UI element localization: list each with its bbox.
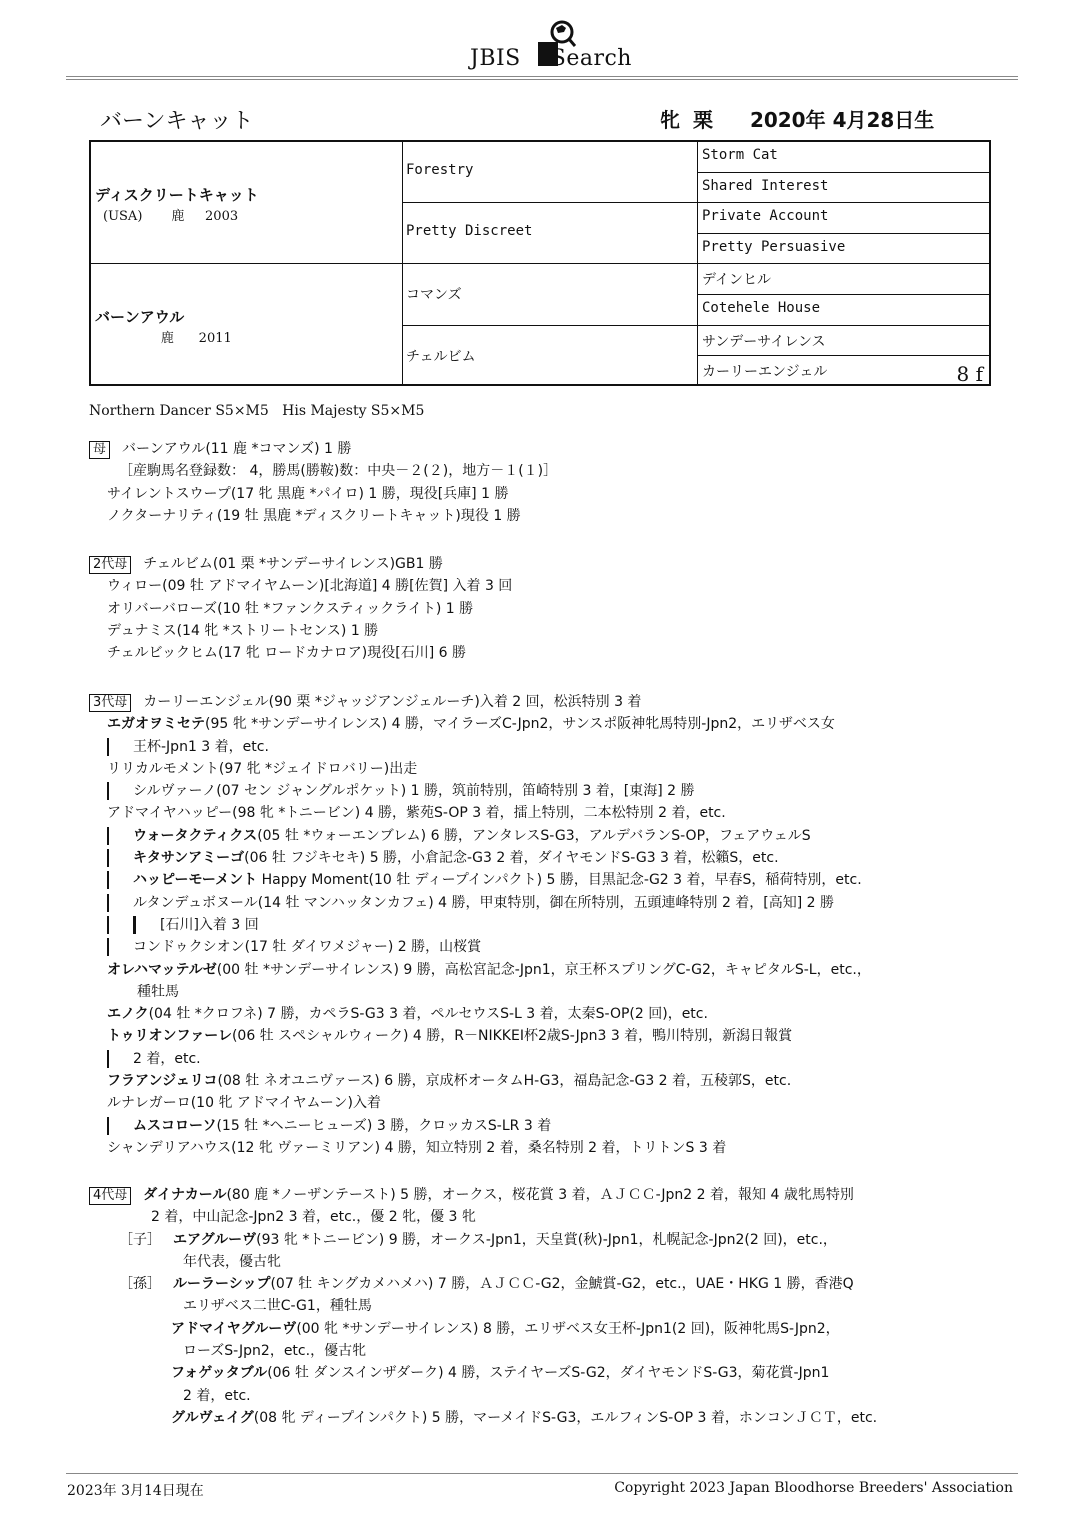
progeny-line: アドマイヤグルーヴ(00 牝 *サンデーサイレンス) 8 勝，エリザベス女王杯-Jpn1(2 回)，阪神牝馬S-Jpn2， (171, 1320, 840, 1337)
section-tag-3rd-dam: 3代母 (89, 694, 131, 712)
notable-horse: ハッピーモーメント (133, 872, 258, 889)
progeny-line: デュナミス(14 牝 *ストリートセンス) 1 勝 (107, 622, 379, 639)
section-2nd-dam (89, 553, 512, 664)
lineage-bar (107, 938, 109, 956)
lineage-bar (107, 782, 109, 800)
progeny-line-cont: 王杯-Jpn1 3 着，etc. (89, 736, 871, 758)
footer-rule (66, 1473, 1018, 1474)
section-4th-dam: 4代母 ダイナカール(80 鹿 *ノーザンテースト) 5 勝，オークス，桜花賞 3 着，ＡＪＣＣ-Jpn2 2 着，報知 4 歳牝馬特別 2 着，中山記念-Jpn2 3 着，etc.，優 2 牝，優 3 牝 ［子］ エアグルーヴ(93 牝 *トニービン) 9 勝，オークス-Jpn1，天皇賞(秋)-Jpn1，札幌記念-Jpn2(2 回)，etc.， 年代表，優古牝 ［孫］ ルーラーシップ(07 牡 キングカメハメハ) 7 勝，ＡＪＣＣ-G2，金鯱賞-G2，etc.，UAE・HKG 1 勝，香港Q エリザベス二世C-G1，種牡馬 アドマイヤグルーヴ(00 牝 *サンデーサイレンス) 8 勝，エリザベス女王杯-Jpn1(2 回)，阪神牝馬S-Jpn2， ローズS-Jpn2，etc.，優古牝 フォゲッタブル(06 牡 ダンスインザダーク) 4 勝，ステイヤーズS-G2，ダイヤモンドS-G3，菊花賞-Jpn1 2 着，etc. グルヴェイグ(08 牝 ディープインパクト) 5 勝，マーメイドS-G3，エルフィンS-OP 3 着，ホンコンＪＣＴ，etc. (89, 1184, 877, 1429)
progeny-line: シルヴァーノ(07 セン ジャングルポケット) 1 勝，筑前特別，笛崎特別 3 着，[東海] 2 勝 (89, 780, 871, 802)
horse-birth: 2020年 4月28日生 (749, 108, 935, 132)
progeny-line: ハッピーモーメント Happy Moment(10 牡 ディープインパクト) 5 勝，目黒記念-G2 3 着，早春S，稲荷特別，etc. (89, 869, 871, 891)
progeny-line: トゥリオンファーレ(06 牡 スペシャルウィーク) 4 勝，R－NIKKEI杯2歳S-Jpn3 3 着，鴨川特別，新潟日報賞 (107, 1028, 793, 1045)
sire-color: 鹿 (171, 209, 185, 224)
lineage-bar (133, 916, 136, 934)
relation-label-child: ［子］ (119, 1231, 161, 1248)
section-tag-dam: 母 (89, 441, 110, 459)
notable-horse: ダイナカール (143, 1187, 227, 1203)
header-rule (66, 76, 1018, 77)
dam-summary: バーンアウル(11 鹿 *コマンズ) 1 勝 (122, 441, 352, 457)
logo-text-jbis: JBIS (470, 46, 521, 71)
progeny-line: フォゲッタブル(06 牡 ダンスインザダーク) 4 勝，ステイヤーズS-G2，ダイヤモンドS-G3，菊花賞-Jpn1 (171, 1365, 830, 1382)
section-3rd-dam (89, 691, 871, 1159)
dam-progeny-stats: ［産駒馬名登録数： 4，勝馬(勝鞍)数：中央－２(２)，地方－１(１)］ (119, 463, 558, 480)
pedigree-gen3-1: Storm Cat (702, 147, 778, 163)
pedigree-gen3-4: Pretty Persuasive (697, 233, 989, 263)
progeny-line: オリバーバローズ(10 牡 *ファンクスティックライト) 1 勝 (107, 600, 474, 617)
progeny-line: チェルビックヒム(17 牝 ロードカナロア)現役[石川] 6 勝 (107, 645, 466, 662)
pedigree-gen3-6: Cotehele House (697, 294, 989, 325)
pedigree-gen3-5: デインヒル (697, 263, 989, 294)
progeny-line: ムスコローソ(15 牡 *ヘニーヒューズ) 3 勝，クロッカスS-LR 3 着 (89, 1115, 871, 1137)
lineage-bar (107, 1050, 109, 1068)
notable-horse: フラアンジェリコ (107, 1073, 218, 1090)
lineage-bar (107, 849, 109, 867)
lineage-bar (107, 1117, 109, 1135)
progeny-line: エノク(04 牡 *クロフネ) 7 勝，カペラS-G3 3 着，ペルセウスS-L 3 着，太秦S-OP(2 回)，etc. (107, 1006, 708, 1023)
notable-horse: フォゲッタブル (171, 1365, 268, 1382)
notable-horse: エアグルーヴ (173, 1231, 257, 1248)
horse-color: 栗 (692, 108, 713, 132)
notable-horse: エノク (107, 1006, 149, 1023)
progeny-line: シャンデリアハウス(12 牝 ヴァーミリアン) 4 勝，知立特別 2 着，桑名特別 2 着，トリトンS 3 着 (107, 1139, 727, 1156)
sire-origin: (USA) (103, 209, 143, 224)
section-tag-2nd-dam: 2代母 (89, 556, 131, 574)
footer-date: 2023年 3月14日現在 (67, 1483, 204, 1499)
notable-horse: ルーラーシップ (173, 1276, 271, 1293)
family-number: 8 f (956, 362, 983, 386)
progeny-line-cont: 2 着，etc. (183, 1387, 251, 1404)
pedigree-gen3-8 (697, 355, 989, 386)
notable-horse: エガオヲミセテ (107, 716, 205, 733)
progeny-line: ルタンデュボヌール(14 牡 マンハッタンカフェ) 4 勝，甲東特別，御在所特別，五頭連峰特別 2 着，[高知] 2 勝 (89, 892, 871, 914)
pedigree-col-parents (91, 142, 403, 384)
horse-info (660, 104, 940, 133)
progeny-line: ウィロー(09 牡 アドマイヤムーン)[北海道] 4 勝[佐賀] 入着 3 回 (107, 578, 513, 595)
pedigree-sire (91, 142, 402, 263)
dam-year: 2011 (198, 331, 232, 346)
pedigree-table (89, 140, 991, 386)
pedigree-dam (91, 263, 402, 386)
progeny-line-cont: 年代表，優古牝 (183, 1253, 281, 1270)
lineage-bar (107, 827, 109, 845)
notable-horse: ウォータクティクス (133, 827, 258, 844)
notable-horse: トゥリオンファーレ (107, 1028, 232, 1045)
progeny-line: サイレントスウープ(17 牝 黒鹿 *パイロ) 1 勝，現役[兵庫] 1 勝 (107, 485, 509, 502)
notable-horse: オレハマッテルゼ (107, 961, 217, 978)
progeny-line: ノクターナリティ(19 牡 黒鹿 *ディスクリートキャット)現役 1 勝 (107, 507, 521, 524)
sire-name: ディスクリートキャット (95, 186, 259, 204)
progeny-line: キタサンアミーゴ(06 牡 フジキセキ) 5 勝，小倉記念-G3 2 着，ダイヤモンドS-G3 3 着，松籟S，etc. (89, 847, 871, 869)
footer-copyright: Copyright 2023 Japan Bloodhorse Breeders' Association (614, 1480, 1013, 1496)
pedigree-gen2-2: Pretty Discreet (402, 202, 697, 263)
jbis-search-logo (470, 18, 640, 76)
horse-name: バーンキャット (100, 109, 254, 134)
progeny-line-cont: エリザベス二世C-G1，種牡馬 (183, 1298, 372, 1315)
pedigree-gen3-8-name: カーリーエンジェル (702, 364, 828, 380)
pedigree-gen3-2: Shared Interest (697, 172, 989, 202)
3rd-dam-summary: カーリーエンジェル(90 栗 *ジャッジアンジェルーチ)入着 2 回，松浜特別 3 着 (143, 694, 642, 710)
progeny-line: コンドゥクシオン(17 牡 ダイワメジャー) 2 勝，山桜賞 (89, 936, 871, 958)
dam-name: バーンアウル (95, 308, 185, 326)
progeny-line: ［子］ エアグルーヴ(93 牝 *トニービン) 9 勝，オークス-Jpn1，天皇賞(秋)-Jpn1，札幌記念-Jpn2(2 回)，etc.， (89, 1229, 877, 1251)
progeny-line: オレハマッテルゼ(00 牡 *サンデーサイレンス) 9 勝，高松宮記念-Jpn1，京王杯スプリングC-G2，キャピタルS-L，etc.， (107, 961, 871, 978)
2nd-dam-summary: チェルビム(01 栗 *サンデーサイレンス)GB1 勝 (143, 556, 443, 572)
inbreeding-note: Northern Dancer S5×M5 His Majesty S5×M5 (89, 403, 425, 419)
notable-horse: ムスコローソ (133, 1117, 217, 1134)
lineage-bar (107, 871, 109, 889)
pedigree-gen3-7: サンデーサイレンス (697, 325, 989, 355)
sire-year: 2003 (205, 209, 239, 224)
section-dam (89, 438, 557, 527)
progeny-line: リリカルモメント(97 牝 *ジェイドロバリー)出走 (107, 760, 418, 777)
progeny-line: ウォータクティクス(05 牡 *ウォーエンブレム) 6 勝，アンタレスS-G3，アルデバランS-OP，フェアウェルS (89, 825, 871, 847)
notable-horse: アドマイヤグルーヴ (171, 1320, 297, 1337)
lineage-bar (107, 916, 109, 934)
progeny-line-cont: 種牡馬 (137, 983, 179, 1000)
lineage-bar (107, 894, 109, 912)
progeny-line: グルヴェイグ(08 牝 ディープインパクト) 5 勝，マーメイドS-G3，エルフィンS-OP 3 着，ホンコンＪＣＴ，etc. (171, 1409, 878, 1426)
pedigree-col-grandparents (402, 142, 698, 384)
pedigree-col-great-grandparents (697, 142, 989, 384)
relation-label-grandchild: ［孫］ (119, 1276, 161, 1293)
progeny-line-cont: ローズS-Jpn2，etc.，優古牝 (183, 1343, 367, 1360)
pedigree-gen3-3: Private Account (697, 202, 989, 233)
pedigree-gen2-1: Forestry (406, 162, 474, 178)
section-tag-4th-dam: 4代母 (89, 1187, 131, 1205)
header-rule-2 (66, 79, 1018, 80)
notable-horse: キタサンアミーゴ (133, 850, 245, 867)
pedigree-gen2-4: チェルビム (402, 325, 697, 386)
lineage-bar (107, 738, 109, 756)
dam-color: 鹿 (160, 331, 174, 346)
progeny-line: フラアンジェリコ(08 牡 ネオユニヴァース) 6 勝，京成杯オータムH-G3，福島記念-G3 2 着，五稜郭S，etc. (107, 1073, 792, 1090)
progeny-line-cont: [石川]入着 3 回 (89, 914, 871, 936)
progeny-line: エガオヲミセテ(95 牝 *サンデーサイレンス) 4 勝，マイラーズC-Jpn2，サンスポ阪神牝馬特別-Jpn2，エリザベス女 (107, 716, 835, 733)
progeny-line-cont: 2 着，中山記念-Jpn2 3 着，etc.，優 2 牝，優 3 牝 (151, 1209, 476, 1226)
progeny-line: アドマイヤハッピー(98 牝 *トニービン) 4 勝，紫苑S-OP 3 着，擂上特別，二本松特別 2 着，etc. (107, 805, 726, 822)
progeny-line: ［孫］ ルーラーシップ(07 牡 キングカメハメハ) 7 勝，ＡＪＣＣ-G2，金鯱賞-G2，etc.，UAE・HKG 1 勝，香港Q (89, 1273, 877, 1295)
logo-text-search: Search (550, 46, 632, 71)
horse-sex: 牝 (660, 108, 680, 132)
notable-horse: グルヴェイグ (171, 1409, 254, 1426)
pedigree-gen2-3: コマンズ (402, 263, 697, 325)
progeny-line-cont: 2 着，etc. (89, 1048, 871, 1070)
progeny-line: ルナレガーロ(10 牝 アドマイヤムーン)入着 (107, 1095, 381, 1112)
